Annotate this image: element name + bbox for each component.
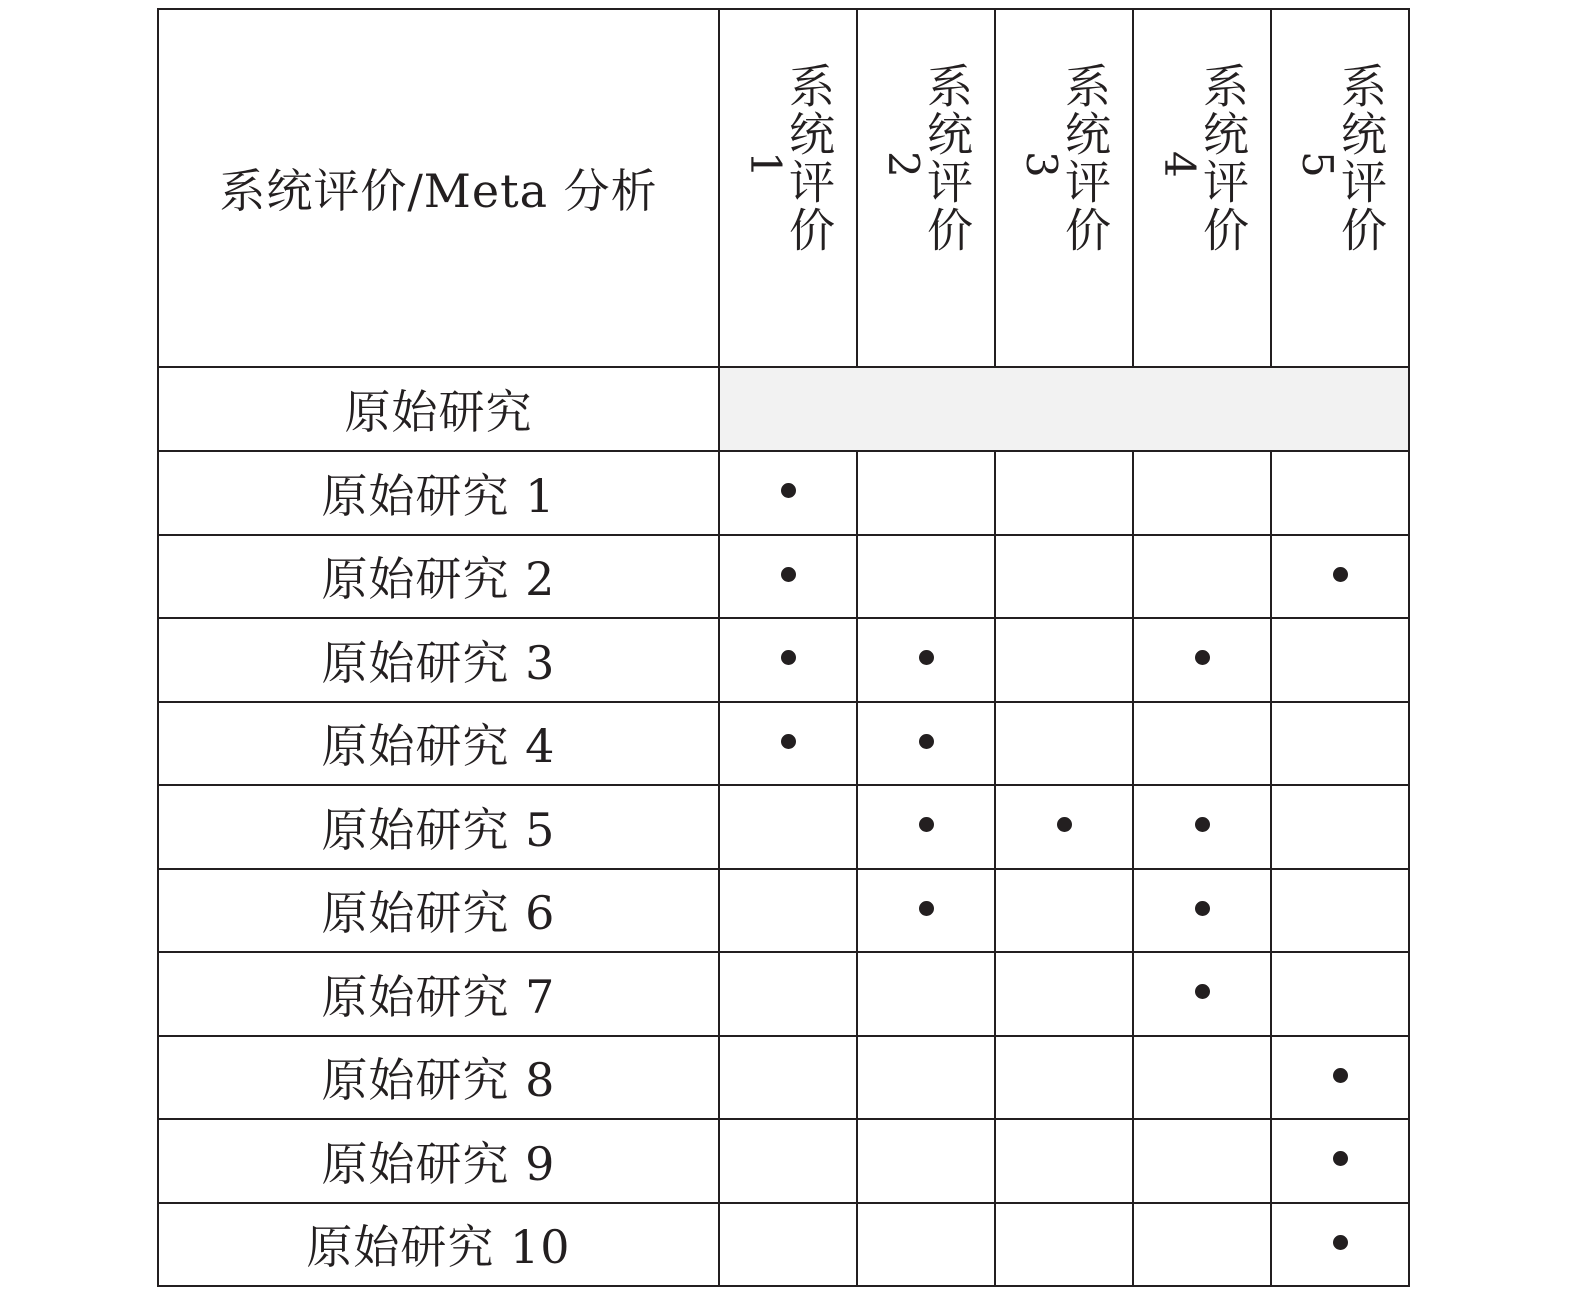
mark-cell	[719, 1203, 857, 1287]
inclusion-dot-icon	[781, 650, 796, 665]
corner-header: 系统评价/Meta 分析	[158, 9, 719, 367]
mark-cell	[719, 952, 857, 1036]
study-label: 原始研究 2	[158, 535, 719, 619]
table-row	[158, 785, 1409, 869]
review-header-4	[1133, 9, 1271, 367]
mark-cell	[719, 785, 857, 869]
mark-cell	[1133, 1036, 1271, 1120]
study-label: 原始研究 7	[158, 952, 719, 1036]
mark-cell	[1271, 785, 1409, 869]
mark-cell	[1133, 1119, 1271, 1203]
mark-cell	[1271, 451, 1409, 535]
mark-cell	[1133, 451, 1271, 535]
mark-cell	[857, 1203, 995, 1287]
review-header-number: 1	[741, 150, 790, 180]
mark-cell	[995, 1203, 1133, 1287]
table-row	[158, 1036, 1409, 1120]
review-header-text: 系统评价	[1334, 62, 1388, 254]
mark-cell	[1133, 535, 1271, 619]
mark-cell	[719, 1036, 857, 1120]
mark-cell	[1271, 1119, 1409, 1203]
inclusion-dot-icon	[1195, 901, 1210, 916]
mark-cell	[995, 1036, 1133, 1120]
review-header-1	[719, 9, 857, 367]
inclusion-dot-icon	[1333, 1068, 1348, 1083]
study-label: 原始研究 4	[158, 702, 719, 786]
study-label: 原始研究 8	[158, 1036, 719, 1120]
mark-cell	[857, 702, 995, 786]
review-header-number: 3	[1017, 150, 1066, 180]
table-row	[158, 952, 1409, 1036]
review-header-5	[1271, 9, 1409, 367]
mark-cell	[719, 1119, 857, 1203]
table-row	[158, 1119, 1409, 1203]
table-row	[158, 869, 1409, 953]
review-header-number: 5	[1293, 150, 1342, 180]
mark-cell	[995, 451, 1133, 535]
inclusion-dot-icon	[1333, 567, 1348, 582]
mark-cell	[995, 535, 1133, 619]
mark-cell	[857, 785, 995, 869]
study-label: 原始研究 10	[158, 1203, 719, 1287]
mark-cell	[857, 1119, 995, 1203]
section-fill	[719, 367, 1409, 451]
review-study-matrix	[157, 8, 1410, 1287]
table-row	[158, 702, 1409, 786]
review-header-number: 4	[1155, 150, 1204, 180]
mark-cell	[719, 451, 857, 535]
inclusion-dot-icon	[1333, 1235, 1348, 1250]
mark-cell	[995, 1119, 1133, 1203]
review-header-3	[995, 9, 1133, 367]
study-label: 原始研究 6	[158, 869, 719, 953]
mark-cell	[719, 535, 857, 619]
inclusion-dot-icon	[1195, 817, 1210, 832]
table-row	[158, 618, 1409, 702]
inclusion-dot-icon	[919, 901, 934, 916]
review-header-text: 系统评价	[1058, 62, 1112, 254]
section-row	[158, 367, 1409, 451]
review-header-2	[857, 9, 995, 367]
study-label: 原始研究 1	[158, 451, 719, 535]
inclusion-dot-icon	[919, 817, 934, 832]
inclusion-dot-icon	[1195, 650, 1210, 665]
mark-cell	[857, 869, 995, 953]
mark-cell	[1271, 952, 1409, 1036]
mark-cell	[1133, 869, 1271, 953]
mark-cell	[1133, 702, 1271, 786]
table-row	[158, 1203, 1409, 1287]
review-header-text: 系统评价	[920, 62, 974, 254]
inclusion-dot-icon	[919, 734, 934, 749]
inclusion-dot-icon	[1195, 984, 1210, 999]
inclusion-dot-icon	[1333, 1151, 1348, 1166]
inclusion-dot-icon	[781, 734, 796, 749]
mark-cell	[857, 535, 995, 619]
section-label: 原始研究	[158, 367, 719, 451]
table-row	[158, 451, 1409, 535]
inclusion-dot-icon	[781, 483, 796, 498]
mark-cell	[719, 618, 857, 702]
review-header-text: 系统评价	[782, 62, 836, 254]
mark-cell	[1133, 618, 1271, 702]
mark-cell	[857, 618, 995, 702]
mark-cell	[1271, 702, 1409, 786]
mark-cell	[857, 952, 995, 1036]
mark-cell	[1133, 785, 1271, 869]
study-label: 原始研究 3	[158, 618, 719, 702]
mark-cell	[1271, 618, 1409, 702]
mark-cell	[995, 618, 1133, 702]
mark-cell	[1271, 1036, 1409, 1120]
mark-cell	[1133, 1203, 1271, 1287]
table-row	[158, 535, 1409, 619]
mark-cell	[719, 702, 857, 786]
review-header-text: 系统评价	[1196, 62, 1250, 254]
study-label: 原始研究 9	[158, 1119, 719, 1203]
mark-cell	[995, 952, 1133, 1036]
review-header-number: 2	[879, 150, 928, 180]
inclusion-dot-icon	[919, 650, 934, 665]
mark-cell	[1271, 535, 1409, 619]
study-label: 原始研究 5	[158, 785, 719, 869]
mark-cell	[995, 785, 1133, 869]
mark-cell	[995, 869, 1133, 953]
header-row	[158, 9, 1409, 367]
mark-cell	[719, 869, 857, 953]
inclusion-dot-icon	[781, 567, 796, 582]
mark-cell	[1133, 952, 1271, 1036]
mark-cell	[857, 1036, 995, 1120]
mark-cell	[995, 702, 1133, 786]
mark-cell	[857, 451, 995, 535]
mark-cell	[1271, 1203, 1409, 1287]
mark-cell	[1271, 869, 1409, 953]
inclusion-dot-icon	[1057, 817, 1072, 832]
